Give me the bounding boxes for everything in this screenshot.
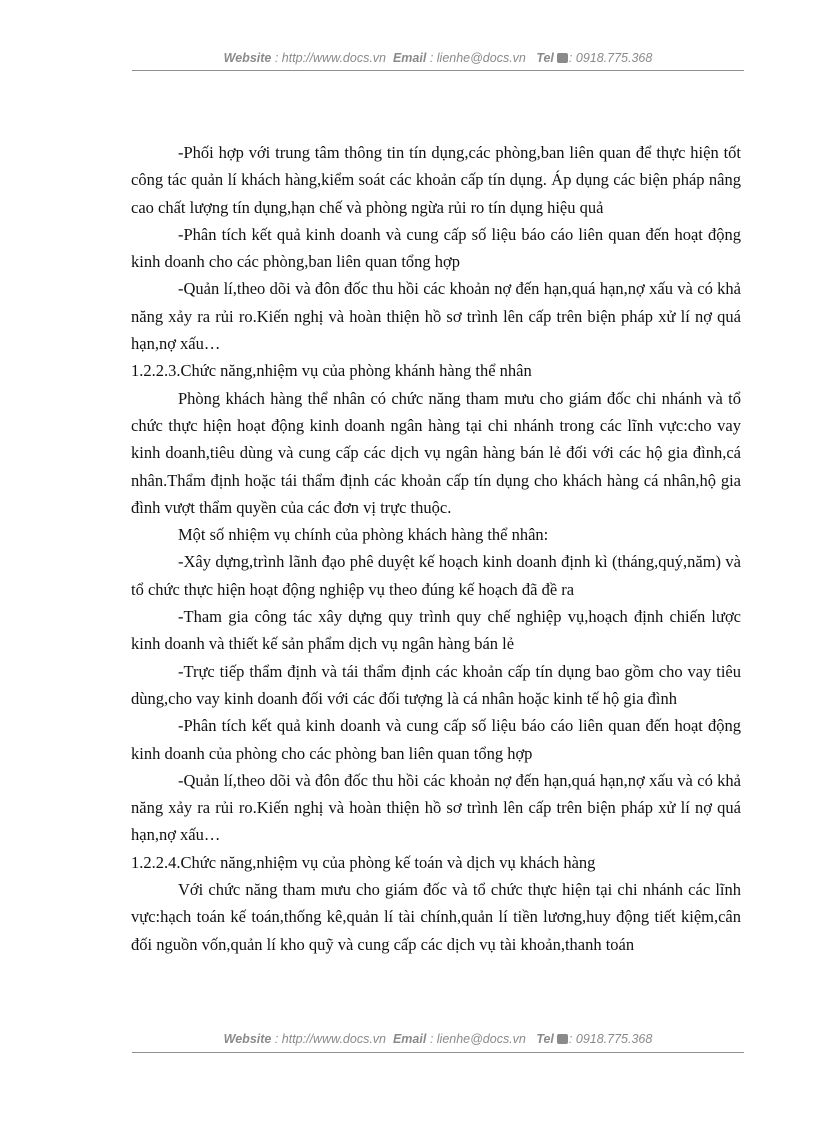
footer-email-value: : lienhe@docs.vn: [429, 1032, 526, 1046]
header-website-value: : http://www.docs.vn: [274, 51, 387, 65]
header-email-label: Email: [392, 51, 427, 65]
footer-divider: [132, 1052, 744, 1053]
footer-email-label: Email: [392, 1032, 427, 1046]
paragraph: Phòng khách hàng thể nhân có chức năng tham mưu cho giám đốc chi nhánh và tổ chức thực hiện hoạt động kinh doanh ngân hàng tại chi nhánh trong các lĩnh vực:cho vay kinh doanh,tiêu dùng và cung cấp các dịch vụ ngân hàng bán lẻ đối với các hộ gia đình,cá nhân.Thẩm định hoặc tái thẩm định các khoản cấp tín dụng cho khách hàng cá nhân,hộ gia đình vượt thẩm quyền của các đơn vị trực thuộc.: [131, 388, 741, 517]
paragraph: Với chức năng tham mưu cho giám đốc và tổ chức thực hiện tại chi nhánh các lĩnh vực:hạch toán kế toán,thống kê,quản lí tài chính,quản lí tiền lương,huy động tiết kiệm,cân đối nguồn vốn,quản lí kho quỹ và cung cấp các dịch vụ tài khoản,thanh toán: [131, 880, 741, 954]
footer-tel-label: Tel: [536, 1032, 554, 1046]
section-heading: 1.2.2.3.Chức năng,nhiệm vụ của phòng khánh hàng thể nhân: [131, 361, 532, 381]
phone-icon: [557, 53, 568, 63]
paragraph: -Xây dựng,trình lãnh đạo phê duyệt kế hoạch kinh doanh định kì (tháng,quý,năm) và tổ chức thực hiện hoạt động nghiệp vụ theo đúng kế hoạch đã đề ra: [131, 552, 741, 599]
header-tel-label: Tel: [536, 51, 554, 65]
footer-website-label: Website: [223, 1032, 272, 1046]
header-website-label: Website: [223, 51, 272, 65]
paragraph: -Tham gia công tác xây dựng quy trình quy chế nghiệp vụ,hoạch định chiến lược kinh doanh và thiết kế sản phẩm dịch vụ ngân hàng bán lẻ: [131, 607, 741, 654]
footer-tel-value: : 0918.775.368: [568, 1032, 653, 1046]
header-tel-value: : 0918.775.368: [568, 51, 653, 65]
header-email-value: : lienhe@docs.vn: [429, 51, 526, 65]
phone-icon: [557, 1034, 568, 1044]
paragraph: Một số nhiệm vụ chính của phòng khách hàng thể nhân:: [178, 525, 549, 545]
paragraph: -Quản lí,theo dõi và đôn đốc thu hồi các khoản nợ đến hạn,quá hạn,nợ xấu và có khả năng xảy ra rủi ro.Kiến nghị và hoàn thiện hồ sơ trình lên cấp trên biện pháp xử lí nợ quá hạn,nợ xấu…: [131, 279, 741, 354]
section-heading: 1.2.2.4.Chức năng,nhiệm vụ của phòng kế toán và dịch vụ khách hàng: [131, 852, 596, 872]
paragraph: -Phân tích kết quả kinh doanh và cung cấp số liệu báo cáo liên quan đến hoạt động kinh doanh của phòng cho các phòng ban liên quan tổng hợp: [131, 716, 741, 763]
paragraph: -Trực tiếp thẩm định và tái thẩm định các khoản cấp tín dụng bao gồm cho vay tiêu dùng,cho vay kinh doanh đối với các đối tượng là cá nhân hoặc kinh tế hộ gia đình: [131, 661, 741, 708]
paragraph: -Phối hợp với trung tâm thông tin tín dụng,các phòng,ban liên quan để thực hiện tốt công tác quản lí khách hàng,kiểm soát các khoản cấp tín dụng. Áp dụng các biện pháp nâng cao chất lượng tín dụng,hạn chế và phòng ngừa rủi ro tín dụng hiệu quả: [131, 143, 741, 217]
document-body: [131, 139, 741, 958]
footer-website-value: : http://www.docs.vn: [274, 1032, 387, 1046]
paragraph: -Quản lí,theo dõi và đôn đốc thu hồi các khoản nợ đến hạn,quá hạn,nợ xấu và có khả năng xảy ra rủi ro.Kiến nghị và hoàn thiện hồ sơ trình lên cấp trên biện pháp xử lí nợ quá hạn,nợ xấu…: [131, 770, 741, 845]
paragraph: -Phân tích kết quả kinh doanh và cung cấp số liệu báo cáo liên quan đến hoạt động kinh doanh cho các phòng,ban liên quan tổng hợp: [131, 224, 741, 272]
page-footer: [132, 1032, 744, 1046]
page-header: [132, 51, 744, 65]
header-divider: [132, 70, 744, 71]
